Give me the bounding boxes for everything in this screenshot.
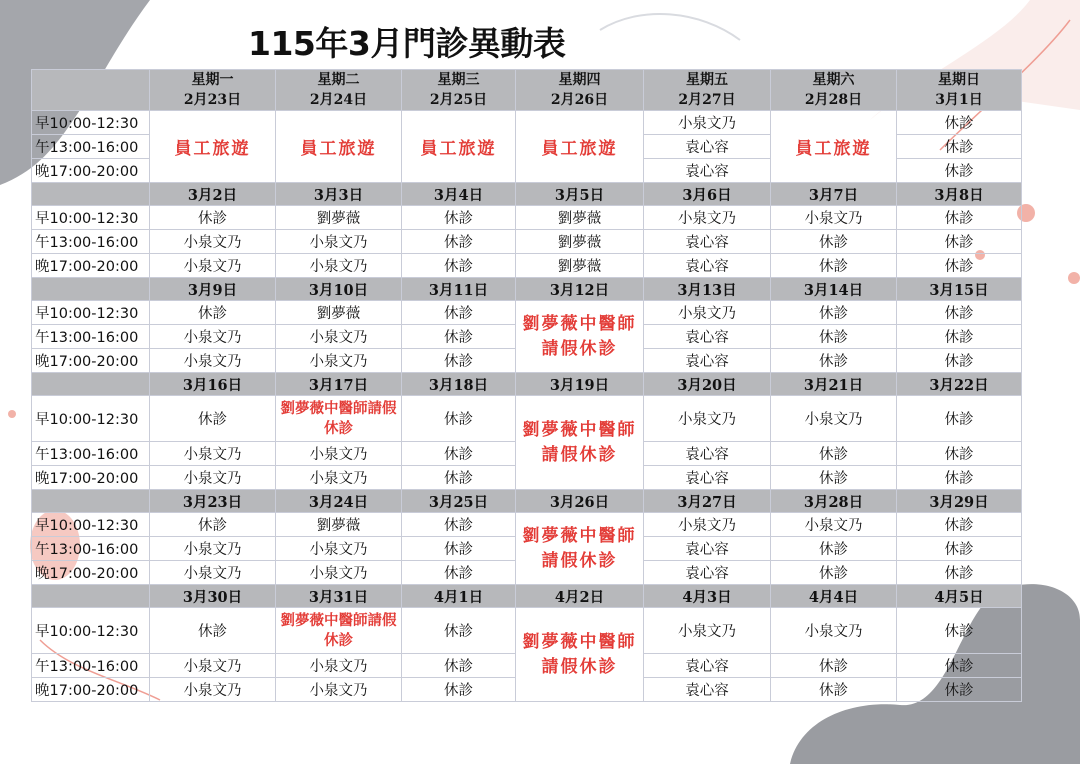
schedule-row: [32, 301, 1022, 325]
date-cell: 3月2日: [150, 183, 276, 206]
date-cell: 3月21日: [771, 373, 897, 396]
doctor-cell: 休診: [402, 654, 516, 678]
doctor-cell: 小泉文乃: [771, 206, 897, 230]
leave-notice-cell: 劉夢薇中醫師請假休診: [516, 513, 644, 585]
doctor-cell: 小泉文乃: [771, 396, 897, 442]
date-cell: 3月18日: [402, 373, 516, 396]
doctor-cell: 小泉文乃: [150, 466, 276, 490]
time-slot-label: 晚17:00-20:00: [32, 349, 150, 373]
date-cell: 4月1日: [402, 585, 516, 608]
time-slot-label: 午13:00-16:00: [32, 135, 150, 159]
doctor-cell: 袁心容: [644, 349, 771, 373]
doctor-cell: 休診: [402, 678, 516, 702]
date-cell: 3月30日: [150, 585, 276, 608]
time-slot-label: 早10:00-12:30: [32, 396, 150, 442]
time-slot-label: 早10:00-12:30: [32, 513, 150, 537]
time-slot-label: 午13:00-16:00: [32, 325, 150, 349]
doctor-cell: 休診: [771, 254, 897, 278]
date-cell: 3月19日: [516, 373, 644, 396]
clinic-schedule-table: [31, 69, 1022, 702]
doctor-cell: 小泉文乃: [150, 537, 276, 561]
header-day: 星期日 3月1日: [897, 70, 1022, 111]
date-row: [32, 278, 1022, 301]
header-day: 星期五 2月27日: [644, 70, 771, 111]
doctor-cell: 袁心容: [644, 466, 771, 490]
doctor-cell: 小泉文乃: [644, 608, 771, 654]
date-row: [32, 183, 1022, 206]
date-row: [32, 490, 1022, 513]
doctor-cell: 小泉文乃: [276, 466, 402, 490]
header-day: 星期一 2月23日: [150, 70, 276, 111]
doctor-cell: 休診: [897, 301, 1022, 325]
doctor-cell: 小泉文乃: [644, 396, 771, 442]
time-slot-label: 午13:00-16:00: [32, 442, 150, 466]
doctor-cell: 小泉文乃: [644, 206, 771, 230]
doctor-cell: 袁心容: [644, 230, 771, 254]
doctor-cell: 小泉文乃: [276, 325, 402, 349]
time-slot-label: 午13:00-16:00: [32, 654, 150, 678]
doctor-cell: 休診: [897, 678, 1022, 702]
doctor-cell: 休診: [771, 537, 897, 561]
doctor-cell: 小泉文乃: [150, 561, 276, 585]
date-corner: [32, 373, 150, 396]
doctor-cell: 休診: [402, 442, 516, 466]
date-cell: 3月16日: [150, 373, 276, 396]
doctor-cell: 小泉文乃: [276, 230, 402, 254]
doctor-cell: 休診: [402, 254, 516, 278]
leave-notice-cell: 劉夢薇中醫師請假休診: [516, 396, 644, 490]
doctor-cell: 休診: [402, 206, 516, 230]
time-slot-label: 午13:00-16:00: [32, 230, 150, 254]
doctor-cell: 休診: [402, 325, 516, 349]
date-cell: 3月28日: [771, 490, 897, 513]
doctor-cell: 休診: [402, 466, 516, 490]
date-cell: 3月7日: [771, 183, 897, 206]
header-day: 星期三 2月25日: [402, 70, 516, 111]
staff-trip-cell: 員工旅遊: [402, 111, 516, 183]
date-cell: 4月5日: [897, 585, 1022, 608]
doctor-cell: 休診: [897, 349, 1022, 373]
doctor-cell: 小泉文乃: [276, 654, 402, 678]
doctor-cell: 休診: [150, 301, 276, 325]
date-row: [32, 373, 1022, 396]
date-cell: 3月13日: [644, 278, 771, 301]
staff-trip-cell: 員工旅遊: [771, 111, 897, 183]
schedule-row: [32, 254, 1022, 278]
header-day: 星期六 2月28日: [771, 70, 897, 111]
doctor-cell: 休診: [897, 135, 1022, 159]
doctor-cell: 休診: [897, 254, 1022, 278]
doctor-cell: 休診: [897, 654, 1022, 678]
schedule-row: [32, 513, 1022, 537]
doctor-cell: 休診: [897, 111, 1022, 135]
doctor-cell: 小泉文乃: [276, 349, 402, 373]
doctor-cell: 休診: [897, 206, 1022, 230]
doctor-cell: 小泉文乃: [276, 678, 402, 702]
doctor-cell: 休診: [897, 608, 1022, 654]
time-slot-label: 早10:00-12:30: [32, 301, 150, 325]
date-corner: [32, 183, 150, 206]
page-title: 115年3月門診異動表: [248, 24, 566, 63]
doctor-cell: 袁心容: [644, 561, 771, 585]
doctor-cell: 休診: [771, 325, 897, 349]
doctor-cell: 休診: [150, 396, 276, 442]
doctor-cell: 袁心容: [644, 537, 771, 561]
date-corner: [32, 490, 150, 513]
doctor-cell: 袁心容: [644, 442, 771, 466]
doctor-cell: 小泉文乃: [150, 654, 276, 678]
doctor-cell: 小泉文乃: [644, 301, 771, 325]
doctor-cell: 小泉文乃: [150, 325, 276, 349]
doctor-cell: 劉夢薇: [276, 206, 402, 230]
header-day: 星期四 2月26日: [516, 70, 644, 111]
time-slot-label: 晚17:00-20:00: [32, 678, 150, 702]
doctor-cell: 袁心容: [644, 254, 771, 278]
staff-trip-cell: 員工旅遊: [276, 111, 402, 183]
date-cell: 3月9日: [150, 278, 276, 301]
date-cell: 3月8日: [897, 183, 1022, 206]
date-cell: 3月10日: [276, 278, 402, 301]
doctor-cell: 休診: [150, 608, 276, 654]
doctor-cell: 休診: [897, 230, 1022, 254]
doctor-cell: 休診: [402, 537, 516, 561]
time-slot-label: 早10:00-12:30: [32, 206, 150, 230]
doctor-cell: 休診: [771, 442, 897, 466]
doctor-cell: 休診: [771, 230, 897, 254]
doctor-cell: 休診: [771, 466, 897, 490]
time-slot-label: 晚17:00-20:00: [32, 254, 150, 278]
date-cell: 3月20日: [644, 373, 771, 396]
doctor-cell: 袁心容: [644, 678, 771, 702]
doctor-cell: 休診: [402, 513, 516, 537]
doctor-cell: 小泉文乃: [150, 349, 276, 373]
doctor-cell: 休診: [402, 230, 516, 254]
date-cell: 3月4日: [402, 183, 516, 206]
doctor-cell: 劉夢薇: [516, 206, 644, 230]
doctor-cell: 袁心容: [644, 654, 771, 678]
doctor-cell: 休診: [897, 466, 1022, 490]
doctor-cell: 劉夢薇: [276, 301, 402, 325]
date-cell: 3月24日: [276, 490, 402, 513]
doctor-cell: 休診: [897, 537, 1022, 561]
leave-notice-cell: 劉夢薇中醫師請假休診: [516, 608, 644, 702]
schedule-row: [32, 396, 1022, 442]
date-cell: 3月29日: [897, 490, 1022, 513]
doctor-cell: 劉夢薇: [516, 230, 644, 254]
doctor-cell: 休診: [897, 513, 1022, 537]
date-cell: 4月3日: [644, 585, 771, 608]
doctor-cell: 休診: [897, 561, 1022, 585]
staff-trip-cell: 員工旅遊: [150, 111, 276, 183]
doctor-cell: 休診: [897, 396, 1022, 442]
leave-notice-cell: 劉夢薇中醫師請假休診: [516, 301, 644, 373]
date-cell: 3月15日: [897, 278, 1022, 301]
date-cell: 3月31日: [276, 585, 402, 608]
date-cell: 3月25日: [402, 490, 516, 513]
doctor-cell: 休診: [771, 561, 897, 585]
time-slot-label: 晚17:00-20:00: [32, 561, 150, 585]
schedule-row: [32, 206, 1022, 230]
time-slot-label: 晚17:00-20:00: [32, 159, 150, 183]
doctor-cell: 休診: [150, 206, 276, 230]
doctor-cell: 小泉文乃: [771, 513, 897, 537]
schedule-row: [32, 608, 1022, 654]
doctor-cell: 休診: [402, 561, 516, 585]
date-cell: 3月6日: [644, 183, 771, 206]
doctor-cell: 休診: [402, 301, 516, 325]
date-corner: [32, 278, 150, 301]
doctor-cell: 休診: [150, 513, 276, 537]
doctor-cell: 休診: [897, 159, 1022, 183]
time-slot-label: 晚17:00-20:00: [32, 466, 150, 490]
time-slot-label: 早10:00-12:30: [32, 111, 150, 135]
date-cell: 3月22日: [897, 373, 1022, 396]
doctor-cell: 小泉文乃: [150, 678, 276, 702]
header-corner: [32, 70, 150, 111]
date-cell: 4月2日: [516, 585, 644, 608]
date-cell: 3月3日: [276, 183, 402, 206]
header-day: 星期二 2月24日: [276, 70, 402, 111]
date-cell: 3月26日: [516, 490, 644, 513]
date-corner: [32, 585, 150, 608]
doctor-cell: 袁心容: [644, 325, 771, 349]
schedule-row: [32, 230, 1022, 254]
date-cell: 3月11日: [402, 278, 516, 301]
leave-notice-cell: 劉夢薇中醫師請假休診: [276, 396, 402, 442]
time-slot-label: 午13:00-16:00: [32, 537, 150, 561]
doctor-cell: 小泉文乃: [644, 111, 771, 135]
date-cell: 3月23日: [150, 490, 276, 513]
date-cell: 3月12日: [516, 278, 644, 301]
doctor-cell: 休診: [402, 396, 516, 442]
leave-notice-cell: 劉夢薇中醫師請假休診: [276, 608, 402, 654]
time-slot-label: 早10:00-12:30: [32, 608, 150, 654]
doctor-cell: 休診: [771, 349, 897, 373]
doctor-cell: 小泉文乃: [276, 537, 402, 561]
doctor-cell: 小泉文乃: [276, 254, 402, 278]
doctor-cell: 小泉文乃: [276, 442, 402, 466]
doctor-cell: 休診: [771, 654, 897, 678]
staff-trip-cell: 員工旅遊: [516, 111, 644, 183]
doctor-cell: 小泉文乃: [150, 442, 276, 466]
date-cell: 3月17日: [276, 373, 402, 396]
doctor-cell: 袁心容: [644, 135, 771, 159]
doctor-cell: 小泉文乃: [644, 513, 771, 537]
schedule-row: [32, 111, 1022, 135]
doctor-cell: 劉夢薇: [276, 513, 402, 537]
doctor-cell: 袁心容: [644, 159, 771, 183]
doctor-cell: 休診: [897, 442, 1022, 466]
doctor-cell: 小泉文乃: [771, 608, 897, 654]
date-cell: 4月4日: [771, 585, 897, 608]
date-cell: 3月27日: [644, 490, 771, 513]
doctor-cell: 休診: [771, 301, 897, 325]
date-cell: 3月5日: [516, 183, 644, 206]
doctor-cell: 小泉文乃: [150, 230, 276, 254]
header-row: [32, 70, 1022, 111]
doctor-cell: 休診: [402, 608, 516, 654]
doctor-cell: 小泉文乃: [276, 561, 402, 585]
doctor-cell: 休診: [402, 349, 516, 373]
date-cell: 3月14日: [771, 278, 897, 301]
doctor-cell: 休診: [897, 325, 1022, 349]
doctor-cell: 小泉文乃: [150, 254, 276, 278]
doctor-cell: 休診: [771, 678, 897, 702]
date-row: [32, 585, 1022, 608]
doctor-cell: 劉夢薇: [516, 254, 644, 278]
